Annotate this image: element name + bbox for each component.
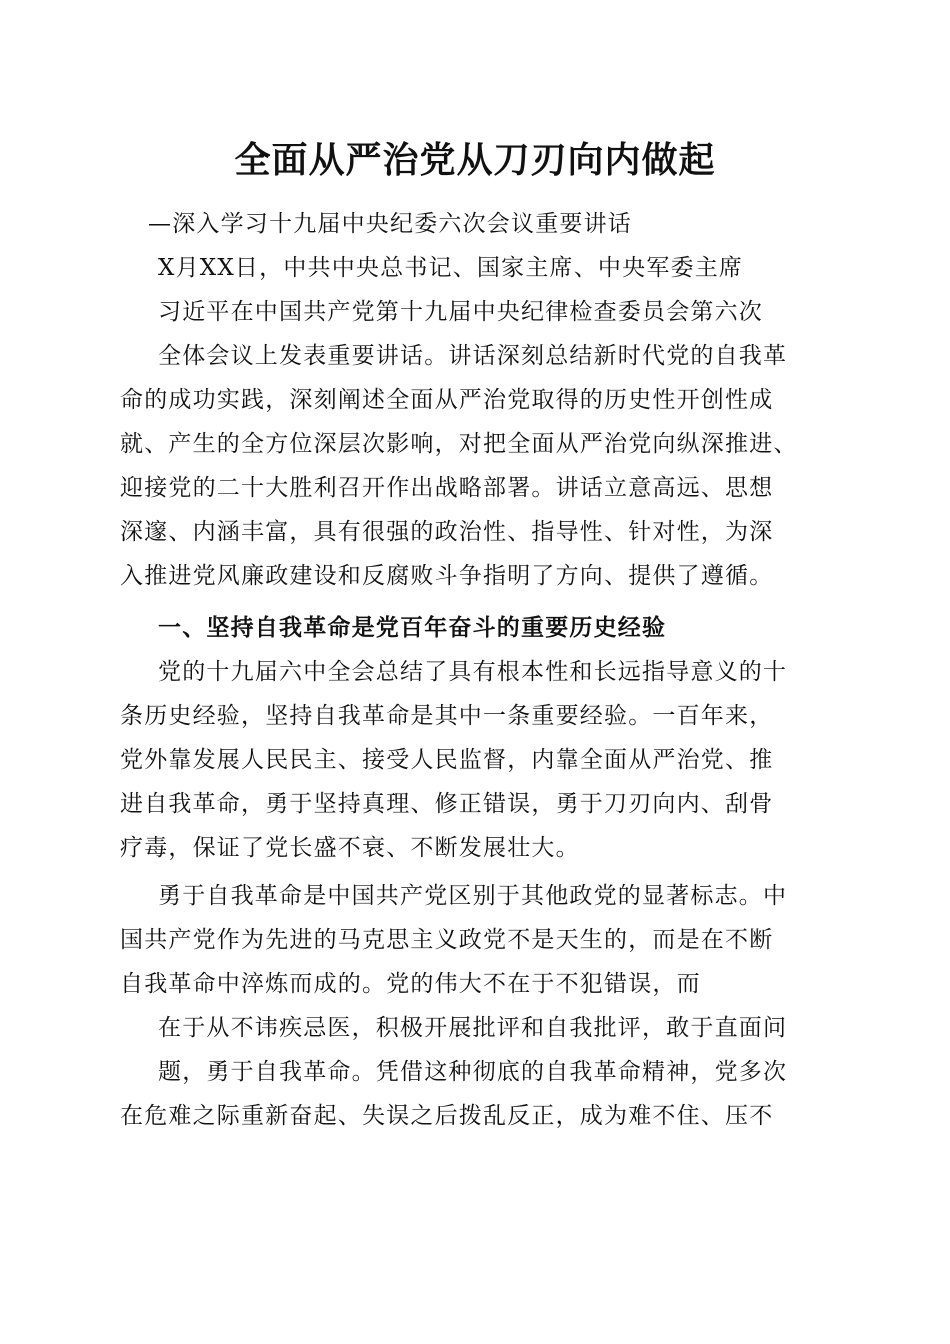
body-line: 在危难之际重新奋起、失误之后拨乱反正，成为难不住、压不: [120, 1103, 774, 1129]
body-line: 疗毒，保证了党长盛不衰、不断发展壮大。: [120, 835, 580, 861]
body-line: 就、产生的全方位深层次影响，对把全面从严治党向纵深推进、: [120, 431, 798, 457]
body-line: 全体会议上发表重要讲话。讲话深刻总结新时代党的自我革: [158, 343, 788, 369]
body-line: 国共产党作为先进的马克思主义政党不是天生的，而是在不断: [120, 927, 774, 953]
body-line: 条历史经验，坚持自我革命是其中一条重要经验。一百年来，: [120, 703, 774, 729]
body-line: 党的十九届六中全会总结了具有根本性和长远指导意义的十: [158, 659, 788, 685]
body-line: 深邃、内涵丰富，具有很强的政治性、指导性、针对性，为深: [120, 519, 774, 545]
body-line: 题，勇于自我革命。凭借这种彻底的自我革命精神，党多次: [158, 1059, 788, 1085]
section-heading: 一、坚持自我革命是党百年奋斗的重要历史经验: [158, 614, 667, 641]
subtitle-line: —深入学习十九届中央纪委六次会议重要讲话: [148, 211, 632, 237]
body-line: X月XX日，中共中央总书记、国家主席、中央军委主席: [158, 255, 744, 281]
body-line: 党外靠发展人民民主、接受人民监督，内靠全面从严治党、推: [120, 747, 774, 773]
body-line: 进自我革命，勇于坚持真理、修正错误，勇于刀刃向内、刮骨: [120, 791, 774, 817]
body-line: 勇于自我革命是中国共产党区别于其他政党的显著标志。中: [158, 883, 788, 909]
document-title: 全面从严治党从刀刃向内做起: [234, 139, 716, 181]
body-line: 迎接党的二十大胜利召开作出战略部署。讲话立意高远、思想: [120, 475, 774, 501]
body-line: 习近平在中国共产党第十九届中央纪律检查委员会第六次: [158, 299, 763, 325]
body-line: 自我革命中淬炼而成的。党的伟大不在于不犯错误，而: [120, 971, 701, 997]
body-line: 命的成功实践，深刻阐述全面从严治党取得的历史性开创性成: [120, 387, 774, 413]
body-line: 在于从不讳疾忌医，积极开展批评和自我批评，敢于直面问: [158, 1015, 788, 1041]
body-line: 入推进党风廉政建设和反腐败斗争指明了方向、提供了遵循。: [120, 563, 774, 589]
